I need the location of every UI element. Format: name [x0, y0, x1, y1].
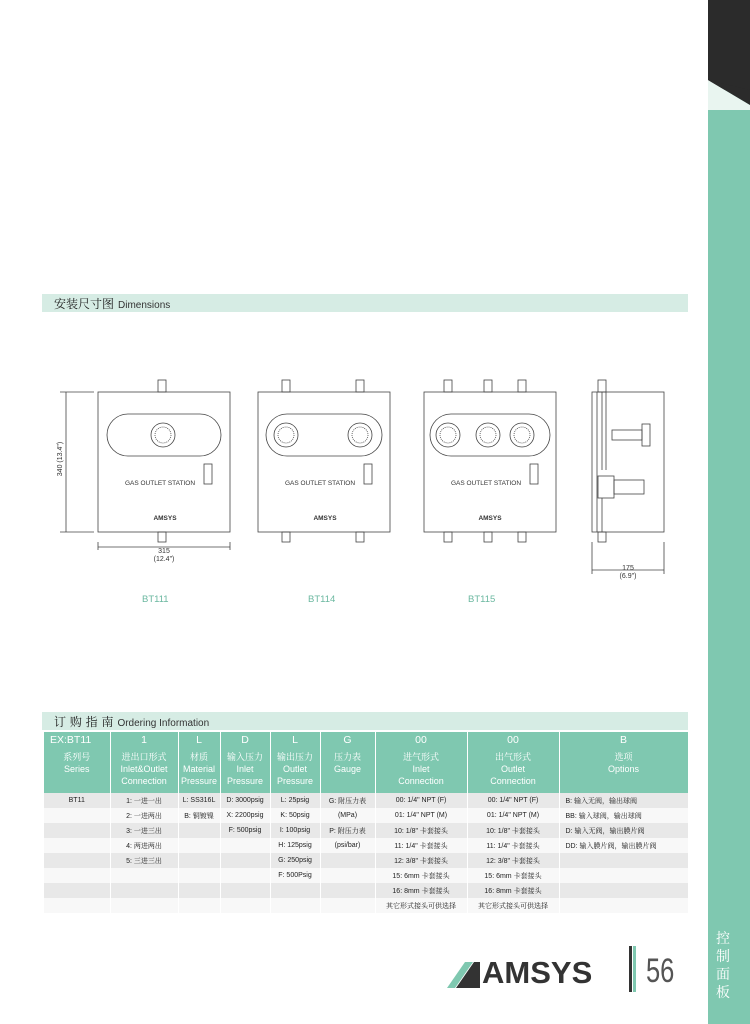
- table-cell: 其它形式接头可供选择: [467, 898, 559, 913]
- order-code-inlet-connection: 00: [375, 732, 467, 747]
- table-cell: F: 500psig: [220, 823, 270, 838]
- bt115-panel-text: GAS OUTLET STATION: [450, 480, 522, 487]
- bt111-logo: AMSYS: [153, 515, 177, 522]
- order-code-outlet-pressure: L: [270, 732, 320, 747]
- table-cell: 其它形式接头可供选择: [375, 898, 467, 913]
- table-cell: H: 125psig: [270, 838, 320, 853]
- table-cell: I: 100psig: [270, 823, 320, 838]
- column-header-en1: Options: [607, 764, 640, 774]
- bt115-logo: AMSYS: [478, 515, 502, 522]
- column-header-en1: Outlet: [282, 764, 307, 774]
- table-cell: 16: 8mm 卡套接头: [375, 883, 467, 898]
- table-cell: 15: 6mm 卡套接头: [467, 868, 559, 883]
- bt111-panel-text: GAS OUTLET STATION: [124, 480, 196, 487]
- table-cell: 10: 1/8" 卡套接头: [467, 823, 559, 838]
- table-cell: D: 输入无阀，输出膜片阀: [559, 823, 688, 838]
- table-cell: 11: 1/4" 卡套接头: [375, 838, 467, 853]
- table-cell: 16: 8mm 卡套接头: [467, 883, 559, 898]
- column-header-zh: 材质: [189, 752, 208, 762]
- column-header-en2: Connection: [121, 776, 167, 786]
- bt114-panel-text: GAS OUTLET STATION: [284, 480, 356, 487]
- side-tab-label: 控制面板: [716, 931, 730, 1001]
- table-cell: (MPa): [320, 808, 375, 823]
- bt114-logo: AMSYS: [313, 515, 337, 522]
- column-header-en1: Series: [63, 764, 90, 774]
- column-header-zh: 系列号: [63, 752, 91, 762]
- column-header-en2: Pressure: [180, 776, 217, 786]
- model-label-bt114: BT114: [308, 594, 336, 605]
- column-header-zh: 进出口形式: [121, 752, 167, 762]
- column-header-zh: 出气形式: [494, 752, 531, 762]
- table-cell: 11: 1/4" 卡套接头: [467, 838, 559, 853]
- table-cell: 12: 3/8" 卡套接头: [375, 853, 467, 868]
- column-header-en2: Connection: [398, 776, 444, 786]
- column-header-en1: Gauge: [333, 764, 362, 774]
- order-code-inlet-pressure: D: [220, 732, 270, 747]
- table-cell: P: 附压力表: [320, 823, 375, 838]
- depth-dimension-label: 175 (6.9"): [619, 565, 637, 580]
- table-cell: G: 附压力表: [320, 793, 375, 808]
- column-header-en1: Material: [182, 764, 215, 774]
- order-code-material: L: [178, 732, 220, 747]
- table-cell: 01: 1/4" NPT (M): [467, 808, 559, 823]
- column-header-zh: 进气形式: [402, 752, 439, 762]
- order-code-series: EX:BT11: [44, 732, 110, 747]
- table-cell: G: 250psig: [270, 853, 320, 868]
- ordering-title-en: Ordering Information: [117, 718, 210, 729]
- table-cell: X: 2200psig: [220, 808, 270, 823]
- ordering-title-zh: 订 购 指 南: [54, 715, 114, 729]
- table-cell: 12: 3/8" 卡套接头: [467, 853, 559, 868]
- column-header-en1: Outlet: [500, 764, 525, 774]
- table-cell: 5: 三进三出: [110, 853, 178, 868]
- table-cell: 15: 6mm 卡套接头: [375, 868, 467, 883]
- table-cell: BT11: [44, 793, 110, 808]
- dimensions-title-en: Dimensions: [118, 300, 171, 311]
- column-header-en2: Connection: [490, 776, 536, 786]
- model-label-bt115: BT115: [468, 594, 496, 605]
- table-cell: B: 铜镀镍: [178, 808, 220, 823]
- model-label-bt111: BT111: [142, 594, 169, 605]
- order-code-outlet-connection: 00: [467, 732, 559, 747]
- table-cell: F: 500Psig: [270, 868, 320, 883]
- table-cell: 2: 一进两出: [110, 808, 178, 823]
- column-header-en1: Inlet&Outlet: [120, 764, 168, 774]
- order-code-gauge: G: [320, 732, 375, 747]
- order-code-options: B: [559, 732, 688, 747]
- table-cell: 10: 1/8" 卡套接头: [375, 823, 467, 838]
- column-header-zh: 输出压力: [276, 752, 313, 762]
- column-header-zh: 选项: [614, 752, 633, 762]
- table-cell: L: 25psig: [270, 793, 320, 808]
- table-cell: 00: 1/4" NPT (F): [467, 793, 559, 808]
- table-cell: B: 输入无阀，输出球阀: [559, 793, 688, 808]
- table-cell: 3: 一进三出: [110, 823, 178, 838]
- width-dimension-label: 315 (12.4"): [153, 548, 175, 563]
- table-cell: 4: 两进两出: [110, 838, 178, 853]
- table-cell: DD: 输入膜片阀，输出膜片阀: [559, 838, 688, 853]
- dimensions-title-zh: 安装尺寸图: [54, 297, 115, 311]
- order-code-connection: 1: [110, 732, 178, 747]
- table-cell: K: 50psig: [270, 808, 320, 823]
- table-cell: 1: 一进一出: [110, 793, 178, 808]
- column-header-zh: 输入压力: [226, 752, 263, 762]
- column-header-en1: Inlet: [236, 764, 254, 774]
- column-header-zh: 压力表: [333, 752, 361, 762]
- page-number: 56: [646, 952, 675, 990]
- table-cell: D: 3000psig: [220, 793, 270, 808]
- column-header-en1: Inlet: [412, 764, 430, 774]
- table-cell: 01: 1/4" NPT (M): [375, 808, 467, 823]
- table-cell: BB: 输入球阀，输出球阀: [559, 808, 688, 823]
- table-cell: (psi/bar): [320, 838, 375, 853]
- height-dimension-label: 340 (13.4"): [57, 441, 64, 477]
- table-cell: L: SS316L: [178, 793, 220, 808]
- table-cell: 00: 1/4" NPT (F): [375, 793, 467, 808]
- footer-separator-accent: [633, 946, 636, 992]
- column-header-en2: Pressure: [276, 776, 313, 786]
- footer-separator: [629, 946, 632, 992]
- footer-brand: AMSYS: [482, 955, 593, 990]
- column-header-en2: Pressure: [226, 776, 263, 786]
